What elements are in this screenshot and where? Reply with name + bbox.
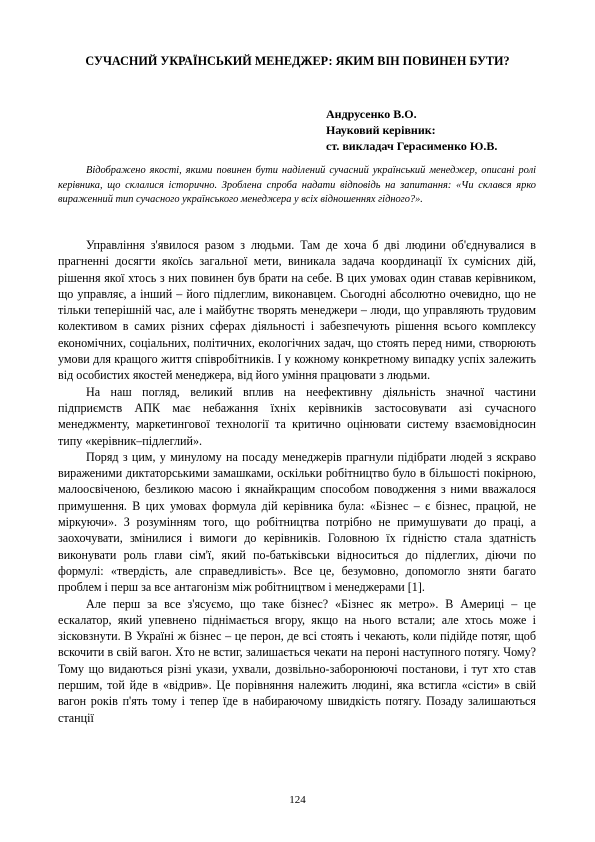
supervisor-label: Науковий керівник: <box>326 123 436 137</box>
paragraph: Поряд з цим, у минулому на посаду менеджерів прагнули підібрати людей з яскраво вираженими диктаторськими замашками, оскільки робітництво було в більшості покірною, малоосвіченою, безликою масою і якнайкращим способом поводження з ними вважалося примушення. В цих умовах формула дій керівника була: «Бізнес – є бізнес, працюй, не міркуючи». З розумінням того, що робітництва потрібно не примушувати до праці, а заохочувати, змінилися і вимоги до керівників. Головною їх гідністю стала здатність виконувати роль глави сім'ї, який по-батьківськи відноситься до підлеглих, діючи по формулі: «твердість, але справедливість». Все це, безумовно, допомогло зняти багато проблем і перш за все антагонізм між робітництвом і менеджерами [1]. <box>58 449 536 595</box>
abstract: Відображено якості, якими повинен бути наділений сучасний український менеджер, описані ролі керівника, що склалися історично. Зроблена спроба надати відповідь на запитання: «Чи склався ярко вираженний тип сучасного українського менеджера у всіх відношеннях гідного?». <box>58 165 536 205</box>
body-text <box>58 237 536 726</box>
paragraph: На наш погляд, великий вплив на неефективну діяльність значної частини підприємств АПК має небажання їхніх керівників застосовувати азі сучасного менеджменту, маркетингової технології та критично оцінювати систему взаємовідносин типу «керівник–підлеглий». <box>58 384 536 448</box>
page-number: 124 <box>289 794 306 806</box>
author-name: Андрусенко В.О. <box>326 107 417 121</box>
paper-title: СУЧАСНИЙ УКРАЇНСЬКИЙ МЕНЕДЖЕР: ЯКИМ ВІН ПОВИНЕН БУТИ? <box>85 54 510 68</box>
paragraph: Але перш за все з'ясуємо, що таке бізнес? «Бізнес як метро». В Америці – це ескалатор, який упевнено піднімається вгору, якщо на нього встали; але хтось може і зісковзнути. В Україні ж бізнес – це перон, де всі стоять і чекають, коли підійде потяг, щоб вскочити в свій вагон. Хто не встиг, залишається чекати на пероні наступного потягу. Чому? Тому що видаються різні укази, ухвали, дозвільно-заборонюючі постанови, і тут хто став першим, той йде в «відрив». Це порівняння належить людині, яка встигла «сісти» в свій вагон років п'ять тому і тепер їде в набираючому швидкість потягу. Позаду залишаються станції <box>58 596 536 725</box>
author-block <box>326 106 566 154</box>
paragraph: Управління з'явилося разом з людьми. Там де хоча б дві людини об'єднувалися в прагненні досягти якоїсь загальної мети, виникала задача координації їх сумісних дій, рішення якої хтось з них повинен був брати на себе. В цих умовах один ставав керівником, що управляє, а інший – його підлеглим, виконавцем. Сьогодні абсолютно очевидно, що не тільки теперішній час, але і майбутнє творять менеджери – люди, що управляють трудовим колективом в самих різних сферах діяльності і забезпечують рішення всього комплексу економічних, соціальних, політичних, екологічних задач, що стоять перед ними, створюють умови для кращого життя співробітників. І у кожному конкретному випадку успіх залежить від особистих якостей менеджера, від його уміння працювати з людьми. <box>58 238 536 383</box>
supervisor-name: ст. викладач Герасименко Ю.В. <box>326 139 498 153</box>
